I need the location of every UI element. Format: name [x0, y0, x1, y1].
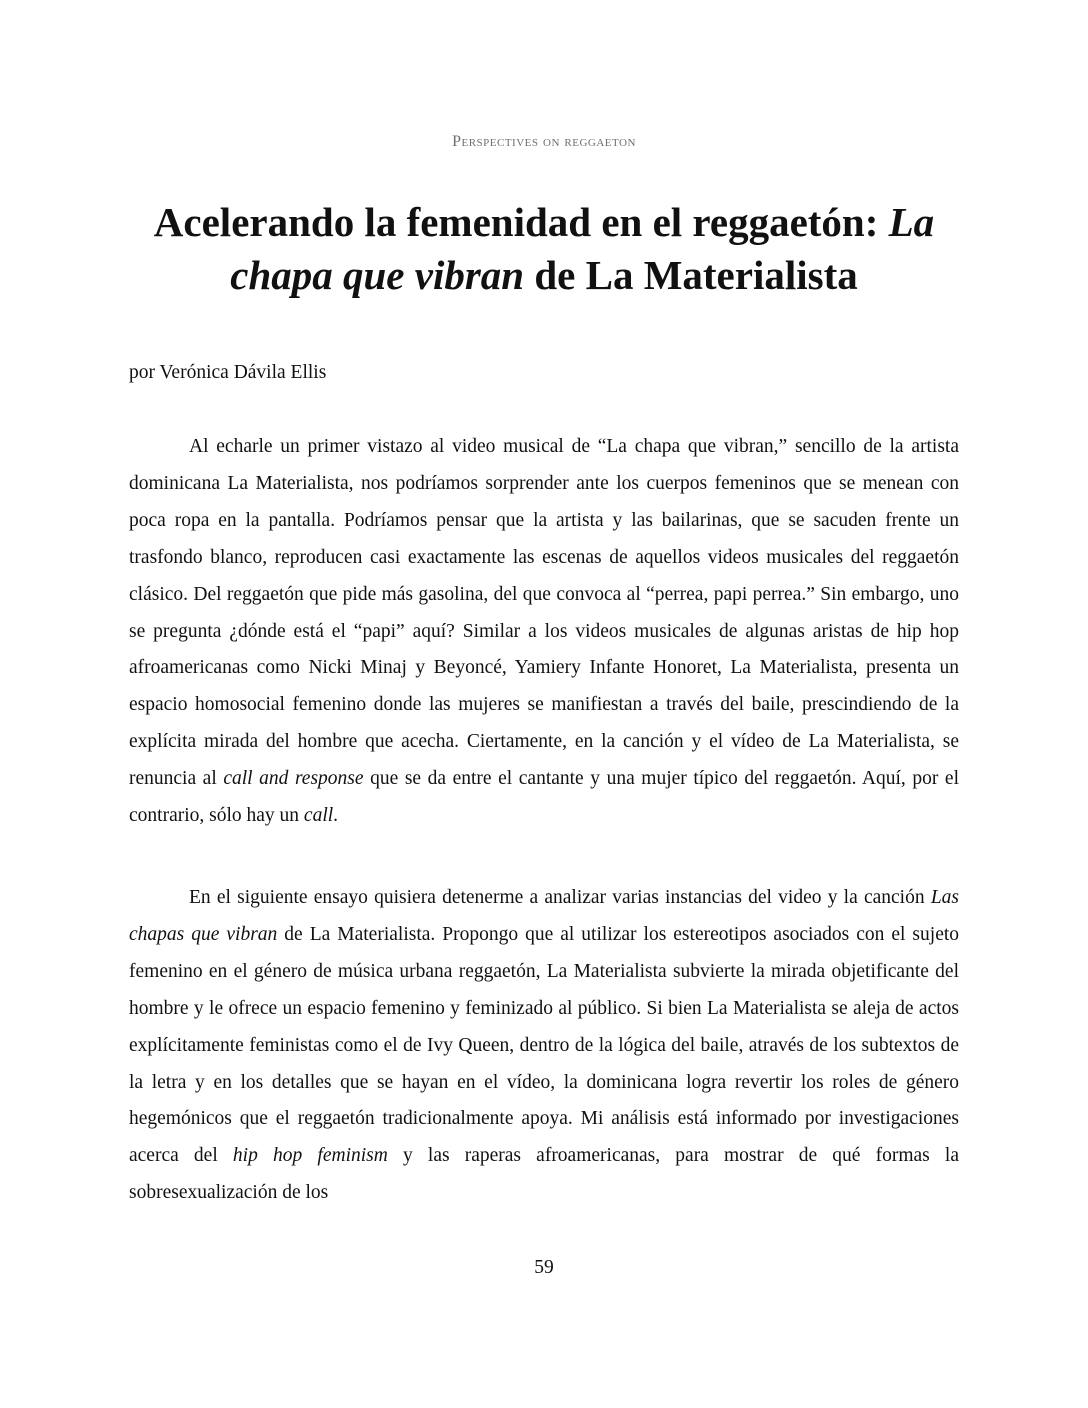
title-italic: La chapa que vibran: [230, 199, 935, 298]
byline: por Verónica Dávila Ellis: [129, 362, 327, 383]
paragraph-2: [129, 880, 959, 1212]
p1-text-b: que se da entre el cantante y una mujer típico del reggaetón. Aquí, por el contrario, sólo hay un: [129, 768, 960, 827]
title-part1: Acelerando la femenidad en el reggaetón:: [153, 199, 889, 245]
p1-italic-2: call: [303, 805, 334, 827]
paragraph-1: [129, 429, 959, 835]
p1-italic-1: call and response: [223, 768, 364, 790]
p1-text-c: .: [333, 805, 339, 827]
p1-text-a: Al echarle un primer vistazo al video musical de “La chapa que vibran,” sencillo de la artista dominicana La Materialista, nos podríamos sorprender ante los cuerpos femeninos que se menean con poca ropa en la pantalla. Podríamos pensar que la artista y las bailarinas, que se sacuden frente un trasfondo blanco, reproducen casi exactamente las escenas de aquellos videos musicales del reggaetón clásico. Del reggaetón que pide más gasolina, del que convoca al “perrea, papi perrea.” Sin embargo, uno se pregunta ¿dónde está el “papi” aquí? Similar a los videos musicales de algunas aristas de hip hop afroamericanas como Nicki Minaj y Beyoncé, Yamiery Infante Honoret, La Materialista, presenta un espacio homosocial femenino donde las mujeres se manifiestan a través del baile, prescindiendo de la explícita mirada del hombre que acecha. Ciertamente, en la canción y el vídeo de La Materialista, se renuncia al: [129, 436, 959, 790]
p2-italic-2: hip hop feminism: [232, 1145, 388, 1167]
article-title: [110, 196, 978, 302]
page-number: 59: [534, 1257, 554, 1278]
title-part2: de La Materialista: [524, 252, 858, 298]
running-head: Perspectives on reggaeton: [452, 133, 636, 150]
p2-text-b: de La Materialista. Propongo que al utilizar los estereotipos asociados con el sujeto femenino en el género de música urbana reggaetón, La Materialista subvierte la mirada objetificante del hombre y le ofrece un espacio femenino y feminizado al público. Si bien La Materialista se aleja de actos explícitamente feministas como el de Ivy Queen, dentro de la lógica del baile, através de los subtextos de la letra y en los detalles que se hayan en el vídeo, la dominicana logra revertir los roles de género hegemónicos que el reggaetón tradicionalmente apoya. Mi análisis está informado por investigaciones acerca del: [129, 923, 960, 1167]
p2-text-c: y las raperas afroamericanas, para mostrar de qué formas la sobresexualización de los: [129, 1145, 959, 1204]
p2-italic-1: Las chapas que vibran: [129, 887, 959, 945]
p2-text-a: En el siguiente ensayo quisiera detenerme a analizar varias instancias del video y la canción: [189, 887, 931, 908]
